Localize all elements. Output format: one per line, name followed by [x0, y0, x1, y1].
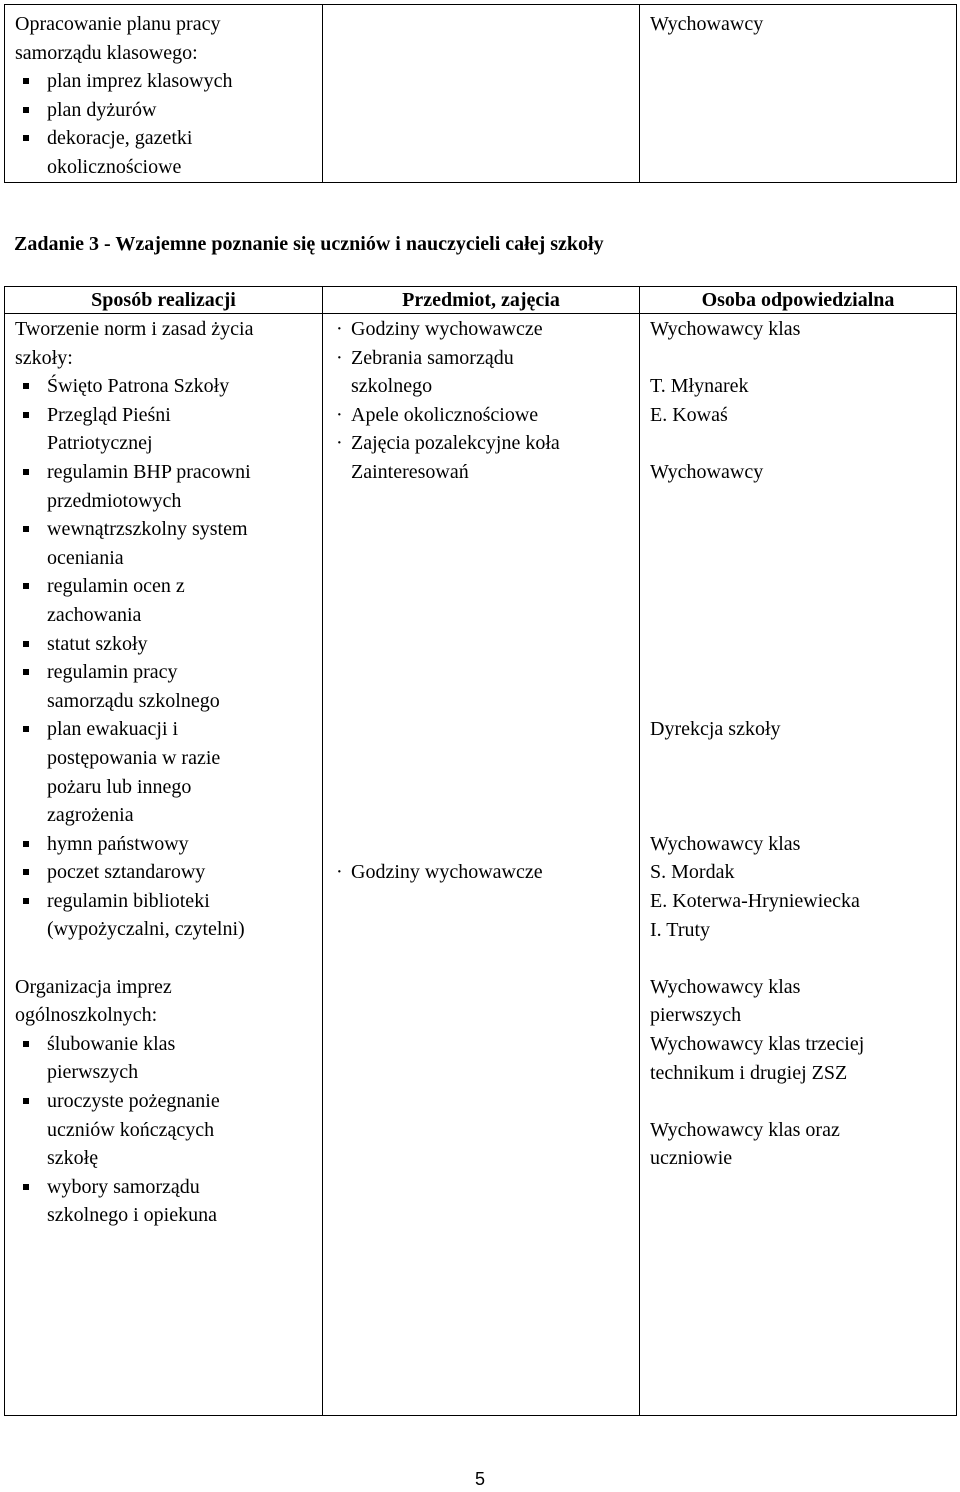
list-item: plan dyżurów: [15, 96, 312, 125]
list-item: · Godziny wychowawcze: [333, 315, 629, 344]
resp-text: I. Truty: [650, 918, 711, 941]
resp-text: Wychowawcy klas pierwszych: [650, 975, 801, 1027]
main-table: [4, 286, 957, 1416]
resp-text: Wychowawcy klas: [650, 832, 801, 855]
activities-list-2: [333, 858, 629, 887]
resp-text: Wychowawcy klas oraz uczniowie: [650, 1118, 840, 1170]
block1-heading: Tworzenie norm i zasad życia szkoły:: [15, 318, 254, 369]
list-item: · Zebrania samorządu szkolnego: [333, 344, 561, 401]
list-item: regulamin biblioteki (wypożyczalni, czytelni): [15, 887, 277, 944]
resp-text: T. Młynarek: [650, 375, 749, 398]
resp-text: E. Koterwa-Hryniewiecka: [650, 889, 860, 912]
block2-list: [15, 1030, 312, 1230]
method-cell: [5, 314, 323, 1416]
resp-text: Dyrekcja szkoły: [650, 718, 781, 741]
activities-list: [333, 315, 629, 487]
list-item: ślubowanie klas pierwszych: [15, 1030, 217, 1087]
list-item: poczet sztandarowy: [15, 858, 312, 887]
list-item: Przegląd Pieśni Patriotycznej: [15, 401, 197, 458]
top-col2-cell: [323, 5, 640, 183]
top-col1-heading: Opracowanie planu pracy samorządu klasowego:: [15, 13, 221, 64]
block1-list: [15, 372, 312, 944]
list-item: regulamin BHP pracowni przedmiotowych: [15, 458, 307, 515]
resp-text: S. Mordak: [650, 861, 735, 884]
subject-cell: [323, 314, 640, 1416]
list-item: Święto Patrona Szkoły: [15, 372, 312, 401]
top-col1-cell: [5, 5, 323, 183]
list-item: regulamin pracy samorządu szkolnego: [15, 658, 247, 715]
resp-text: Wychowawcy klas: [650, 318, 801, 340]
top-table: [4, 4, 957, 183]
responsible-cell: [640, 314, 957, 1416]
page-number: 5: [474, 1469, 485, 1489]
block2-heading: Organizacja imprez ogólnoszkolnych:: [15, 975, 172, 1027]
resp-text: Wychowawcy klas trzeciej technikum i drugiej ZSZ: [650, 1032, 865, 1084]
header-cell-method: Sposób realizacji: [5, 287, 323, 314]
list-item: dekoracje, gazetki okolicznościowe: [15, 124, 227, 181]
list-item: · Apele okolicznościowe: [333, 401, 629, 430]
top-col1-list: [15, 67, 312, 181]
header-cell-responsible: Osoba odpowiedzialna: [640, 287, 957, 314]
section-title: Zadanie 3 - Wzajemne poznanie się uczniów i nauczycieli całej szkoły: [14, 233, 604, 255]
list-item: plan imprez klasowych: [15, 67, 312, 96]
table-row: [5, 314, 957, 1416]
top-col3-cell: Wychowawcy: [640, 5, 957, 183]
list-item: uroczyste pożegnanie uczniów kończących szkołę: [15, 1087, 247, 1173]
list-item: hymn państwowy: [15, 830, 312, 859]
list-item: wybory samorządu szkolnego i opiekuna: [15, 1173, 247, 1230]
list-item: regulamin ocen z zachowania: [15, 572, 227, 629]
list-item: · Zajęcia pozalekcyjne koła Zainteresowań: [333, 429, 621, 486]
list-item: statut szkoły: [15, 630, 312, 659]
list-item: plan ewakuacji i postępowania w razie pożaru lub innego zagrożenia: [15, 715, 247, 829]
resp-text: Wychowawcy: [650, 460, 764, 483]
list-item: · Godziny wychowawcze: [333, 858, 629, 887]
resp-text: E. Kowaś: [650, 403, 728, 426]
header-row: [5, 287, 957, 314]
header-cell-subject: Przedmiot, zajęcia: [323, 287, 640, 314]
list-item: wewnątrzszkolny system oceniania: [15, 515, 307, 572]
